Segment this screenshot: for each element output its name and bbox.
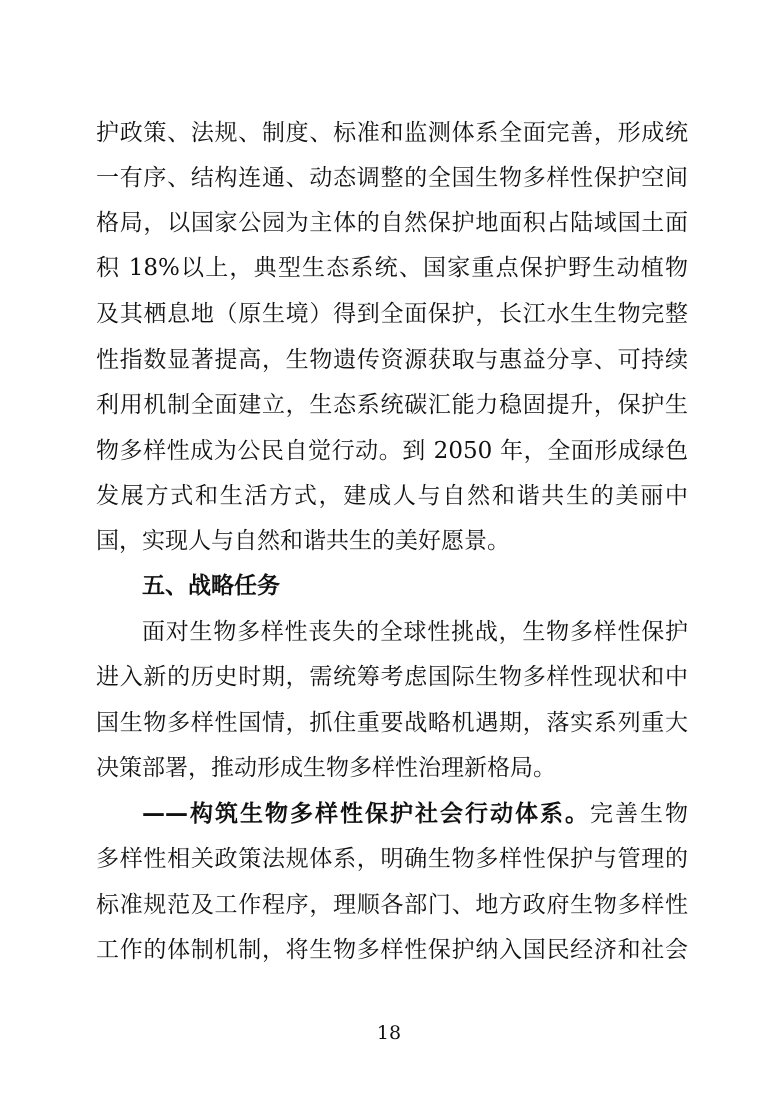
- text-line: 标准规范及工作程序，理顺各部门、地方政府生物多样性: [96, 892, 688, 918]
- text-line: 护政策、法规、制度、标准和监测体系全面完善，形成统: [96, 120, 688, 146]
- text-line: 及其栖息地（原生境）得到全面保护，长江水生生物完整: [96, 301, 688, 327]
- text-line: 性指数显著提高，生物遗传资源获取与惠益分享、可持续: [96, 347, 688, 373]
- text-line: 决策部署，推动形成生物多样性治理新格局。: [96, 755, 556, 781]
- text-line: 发展方式和生活方式，建成人与自然和谐共生的美丽中: [96, 483, 688, 509]
- section-heading: 五、战略任务: [142, 573, 280, 599]
- text-run: 完善生物: [590, 801, 688, 827]
- bold-lead-text: ——构筑生物多样性保护社会行动体系。: [142, 801, 590, 827]
- text-line: 格局，以国家公园为主体的自然保护地面积占陆域国土面: [96, 210, 688, 236]
- text-line: 工作的体制机制，将生物多样性保护纳入国民经济和社会: [96, 937, 688, 963]
- page-number: 18: [376, 1022, 402, 1044]
- text-line: 国生物多样性国情，抓住重要战略机遇期，落实系列重大: [96, 710, 688, 736]
- text-line: 利用机制全面建立，生态系统碳汇能力稳固提升，保护生: [96, 392, 688, 418]
- text-line: 国，实现人与自然和谐共生的美好愿景。: [96, 528, 510, 554]
- text-line: 进入新的历史时期，需统筹考虑国际生物多样性现状和中: [96, 664, 688, 690]
- text-line: [142, 794, 688, 834]
- text-line: 积 18%以上，典型生态系统、国家重点保护野生动植物: [96, 255, 688, 281]
- text-line: 物多样性成为公民自觉行动。到 2050 年，全面形成绿色: [96, 438, 688, 464]
- text-line: 面对生物多样性丧失的全球性挑战，生物多样性保护: [142, 619, 688, 645]
- text-line: 多样性相关政策法规体系，明确生物多样性保护与管理的: [96, 846, 688, 872]
- text-line: 一有序、结构连通、动态调整的全国生物多样性保护空间: [96, 165, 688, 191]
